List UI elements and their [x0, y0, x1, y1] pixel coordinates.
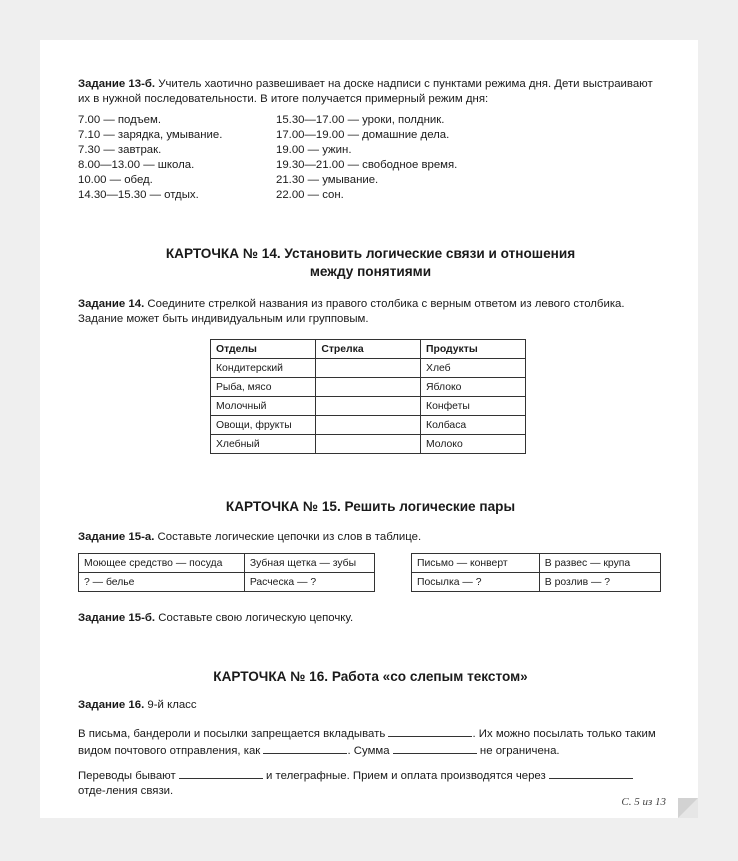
logic-pairs-table-2	[411, 553, 661, 592]
table-row	[211, 416, 526, 435]
task-14	[78, 297, 663, 327]
task-15a-text: Составьте логические цепочки из слов в таблице.	[154, 531, 422, 543]
schedule-item: 21.30 — умывание.	[276, 174, 379, 186]
text-fragment: Переводы бывают	[78, 770, 179, 782]
task-14-label: Задание 14.	[78, 298, 145, 310]
table-cell: Конфеты	[421, 397, 526, 416]
task-16	[78, 698, 663, 713]
page-corner-fold	[678, 798, 698, 818]
blind-text-paragraph-2	[78, 767, 663, 799]
table-row	[79, 554, 375, 573]
table-cell: Письмо — конверт	[412, 554, 540, 573]
fill-in-blank[interactable]	[179, 767, 263, 779]
document-page	[40, 40, 698, 818]
logic-pairs-table-1	[78, 553, 375, 592]
text-fragment: и телеграфные. Прием и оплата производятся через	[262, 770, 549, 782]
table-cell: Моющее средство — посуда	[79, 554, 245, 573]
table-row	[211, 435, 526, 454]
schedule-item: 8.00—13.00 — школа.	[78, 159, 195, 171]
fill-in-blank[interactable]	[549, 767, 633, 779]
table-cell: Рыба, мясо	[211, 378, 316, 397]
text-fragment: не ограничена.	[476, 745, 560, 757]
table-cell-arrow	[316, 397, 421, 416]
logic-pairs	[78, 553, 663, 591]
schedule-left-column	[78, 113, 222, 203]
fill-in-blank[interactable]	[263, 742, 347, 754]
text-fragment: отде-ления связи.	[78, 785, 174, 797]
table-cell: Молочный	[211, 397, 316, 416]
table-row	[412, 573, 661, 592]
fill-in-blank[interactable]	[388, 725, 472, 737]
table-cell: В розлив — ?	[539, 573, 660, 592]
departments-products-table	[210, 339, 526, 454]
card-15-title: КАРТОЧКА № 15. Решить логические пары	[225, 499, 516, 514]
card-14-title-line2: между понятиями	[309, 264, 432, 279]
table-cell: Яблоко	[421, 378, 526, 397]
table-cell-arrow	[316, 435, 421, 454]
table-cell: ? — белье	[79, 573, 245, 592]
text-fragment: . Сумма	[347, 745, 393, 757]
table-cell: Хлеб	[421, 359, 526, 378]
table-header-cell: Стрелка	[316, 340, 421, 359]
table-cell: Колбаса	[421, 416, 526, 435]
task-13b	[78, 77, 663, 107]
table-cell: Хлебный	[211, 435, 316, 454]
task-15a-label: Задание 15-а.	[78, 531, 155, 543]
table-cell: В развес — крупа	[539, 554, 660, 573]
fill-in-blank[interactable]	[393, 742, 477, 754]
table-cell: Кондитерский	[211, 359, 316, 378]
task-15b-label: Задание 15-б.	[78, 612, 156, 624]
task-15b	[78, 611, 663, 626]
schedule-item: 7.00 — подъем.	[78, 114, 161, 126]
task-14-text: Соедините стрелкой названия из правого столбика с верным ответом из левого столбика. Задание может быть индивидуальным или групповым.	[78, 298, 625, 325]
table-cell-arrow	[316, 359, 421, 378]
card-14-title-line1: КАРТОЧКА № 14. Установить логические связи и отношения	[165, 246, 576, 261]
table-cell: Овощи, фрукты	[211, 416, 316, 435]
table-header-cell: Продукты	[421, 340, 526, 359]
schedule-right-column	[276, 113, 457, 203]
schedule-item: 14.30—15.30 — отдых.	[78, 189, 199, 201]
schedule-item: 15.30—17.00 — уроки, полдник.	[276, 114, 445, 126]
table-cell: Молоко	[421, 435, 526, 454]
task-13b-text: Учитель хаотично развешивает на доске надписи с пунктами режима дня. Дети выстраивают их в нужной последовательности. В итоге получается примерный режим дня:	[78, 78, 653, 105]
schedule-item: 7.10 — зарядка, умывание.	[78, 129, 223, 141]
schedule-item: 17.00—19.00 — домашние дела.	[276, 129, 450, 141]
card-14-title	[78, 245, 663, 281]
card-16-title: КАРТОЧКА № 16. Работа «со слепым текстом»	[213, 669, 528, 684]
task-16-text: 9-й класс	[144, 699, 197, 711]
task-15a	[78, 530, 663, 545]
table-row	[412, 554, 661, 573]
task-15b-text: Составьте свою логическую цепочку.	[155, 612, 354, 624]
table-cell: Посылка — ?	[412, 573, 540, 592]
table-row	[211, 397, 526, 416]
table-row	[79, 573, 375, 592]
text-fragment: . Их можно посылать только таким видом почтового отправления, как	[78, 728, 656, 757]
schedule-item: 19.30—21.00 — свободное время.	[276, 159, 458, 171]
schedule-item: 22.00 — сон.	[276, 189, 344, 201]
page-number: С. 5 из 13	[621, 796, 666, 808]
table-header-row	[211, 340, 526, 359]
table-row	[211, 359, 526, 378]
text-fragment: В письма, бандероли и посылки запрещается вкладывать	[78, 728, 389, 740]
table-cell-arrow	[316, 378, 421, 397]
table-cell: Зубная щетка — зубы	[244, 554, 374, 573]
table-row	[211, 378, 526, 397]
schedule-item: 10.00 — обед.	[78, 174, 153, 186]
schedule-item: 19.00 — ужин.	[276, 144, 352, 156]
page-content	[78, 77, 663, 799]
table-cell: Расческа — ?	[244, 573, 374, 592]
daily-schedule	[78, 113, 663, 209]
task-16-label: Задание 16.	[78, 699, 145, 711]
schedule-item: 7.30 — завтрак.	[78, 144, 162, 156]
blind-text-paragraph-1	[78, 725, 663, 759]
table-cell-arrow	[316, 416, 421, 435]
task-13b-label: Задание 13-б.	[78, 78, 156, 90]
table-header-cell: Отделы	[211, 340, 316, 359]
